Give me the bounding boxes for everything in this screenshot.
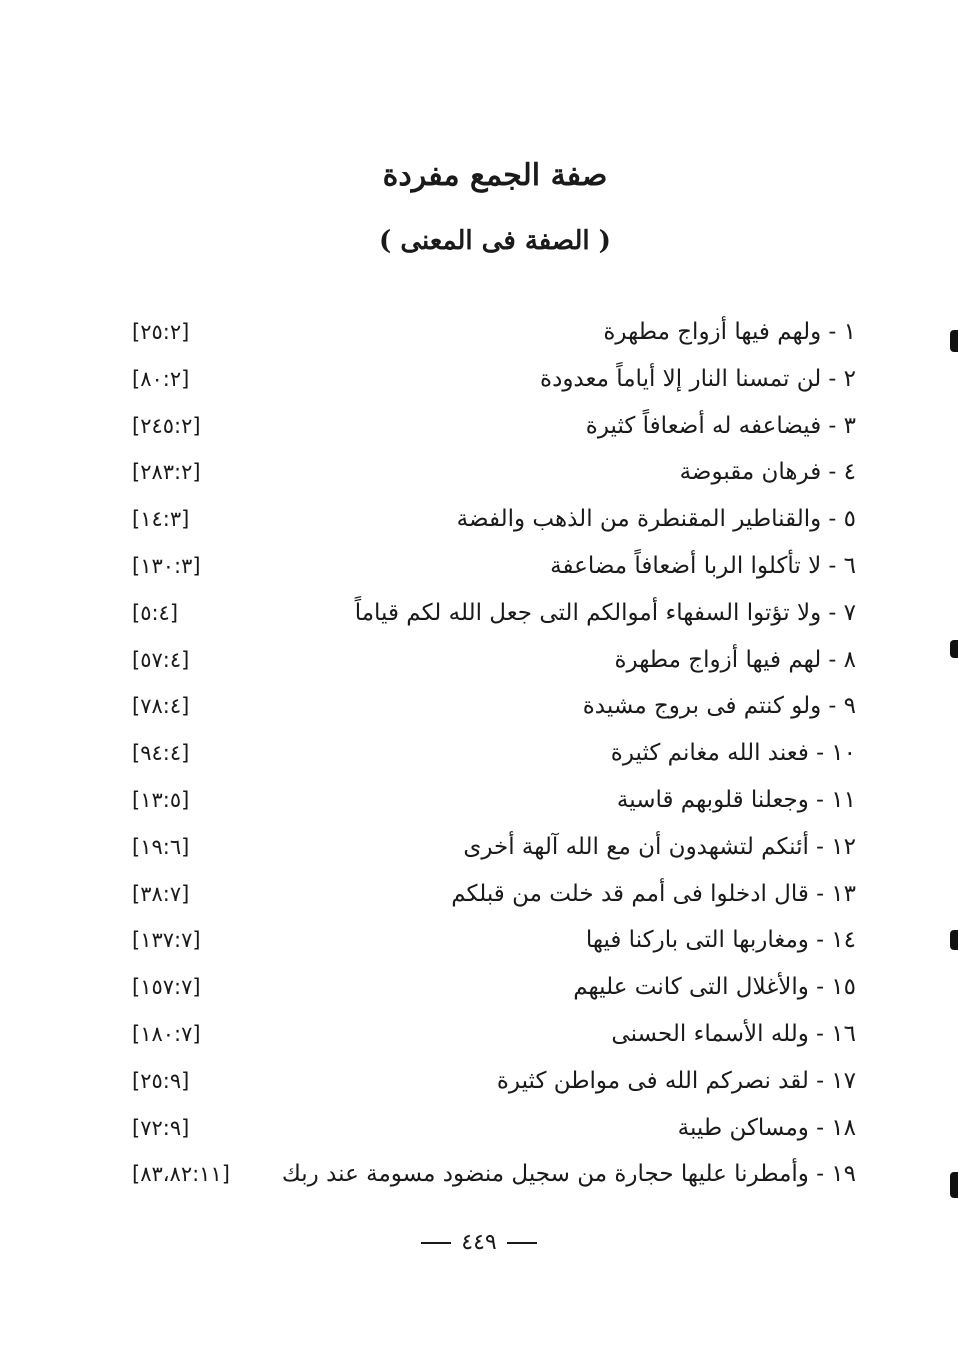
entry-text: ١٣ - قال ادخلوا فى أمم قد خلت من قبلكم: [451, 880, 856, 907]
list-item: [128, 357, 856, 404]
entry-text: ٢ - لن تمسنا النار إلا أياماً معدودة: [540, 365, 856, 392]
entry-text: ١٥ - والأغلال التى كانت عليهم: [573, 974, 856, 1001]
list-item: [128, 731, 856, 778]
scan-edge-mark: [950, 1172, 958, 1198]
dash-right: [421, 1242, 451, 1244]
entry-text: ٣ - فيضاعفه له أضعافاً كثيرة: [585, 412, 856, 439]
entry-reference: [٢٥:٢]: [132, 320, 190, 344]
dash-left: [507, 1242, 537, 1244]
entry-text: ١٧ - لقد نصركم الله فى مواطن كثيرة: [496, 1067, 856, 1094]
page-number-value: ٤٤٩: [461, 1230, 497, 1255]
entry-text: ١٢ - أئنكم لتشهدون أن مع الله آلهة أخرى: [463, 833, 856, 860]
entry-reference: [١٤:٣]: [132, 507, 190, 532]
entry-reference: [٨٣،٨٢:١١]: [132, 1162, 230, 1187]
list-item: [128, 404, 856, 451]
entry-reference: [٩٤:٤]: [132, 741, 190, 766]
page-title: صفة الجمع مفردة: [382, 158, 608, 193]
entry-reference: [٢٨٣:٢]: [132, 460, 201, 485]
entry-reference: [٧٨:٤]: [132, 694, 190, 719]
list-item: [128, 450, 856, 497]
entry-text: ٦ - لا تأكلوا الربا أضعافاً مضاعفة: [550, 552, 856, 579]
entry-reference: [١٥٧:٧]: [132, 975, 201, 1000]
entry-reference: [١٩:٦]: [132, 834, 190, 859]
entry-text: ١٨ - ومساكن طيبة: [677, 1114, 856, 1141]
entry-text: ٤ - فرهان مقبوضة: [679, 459, 856, 486]
entry-reference: [١٣٧:٧]: [132, 928, 201, 953]
entry-text: ١٩ - وأمطرنا عليها حجارة من سجيل منضود مسومة عند ربك: [281, 1161, 856, 1188]
entry-reference: [٢٤٥:٢]: [132, 413, 201, 438]
entry-reference: [٨٠:٢]: [132, 366, 190, 391]
entry-reference: [٥٧:٤]: [132, 647, 190, 672]
list-item: [128, 872, 856, 919]
list-item: [128, 918, 856, 965]
entry-text: ٩ - ولو كنتم فى بروج مشيدة: [582, 693, 856, 720]
list-item: [128, 1012, 856, 1059]
list-item: [128, 1059, 856, 1106]
list-item: [128, 310, 856, 357]
list-item: [128, 638, 856, 685]
entry-text: ٥ - والقناطير المقنطرة من الذهب والفضة: [456, 506, 856, 533]
page-number: [0, 1230, 958, 1255]
list-item: [128, 591, 856, 638]
list-item: [128, 1106, 856, 1153]
entry-text: ١٠ - فعند الله مغانم كثيرة: [610, 740, 856, 767]
list-item: [128, 825, 856, 872]
list-item: [128, 497, 856, 544]
scan-edge-mark: [950, 330, 958, 352]
entry-reference: [٧٢:٩]: [132, 1115, 190, 1140]
entry-text: ٧ - ولا تؤتوا السفهاء أموالكم التى جعل الله لكم قياماً: [354, 599, 856, 626]
list-item: [128, 1152, 856, 1199]
entry-text: ١ - ولهم فيها أزواج مطهرة: [603, 319, 856, 345]
list-item: [128, 965, 856, 1012]
entry-text: ١١ - وجعلنا قلوبهم قاسية: [616, 786, 856, 813]
page-subtitle: ( الصفة فى المعنى ): [379, 226, 611, 256]
entry-list: [128, 310, 856, 1199]
entry-reference: [١٣:٥]: [132, 787, 190, 812]
entry-reference: [٢٥:٩]: [132, 1068, 190, 1093]
scan-edge-mark: [950, 930, 958, 950]
list-item: [128, 544, 856, 591]
entry-reference: [٥:٤]: [132, 600, 179, 625]
list-item: [128, 684, 856, 731]
entry-text: ١٦ - ولله الأسماء الحسنى: [611, 1020, 856, 1047]
scan-edge-mark: [950, 640, 958, 658]
entry-text: ٨ - لهم فيها أزواج مطهرة: [614, 646, 856, 673]
entry-text: ١٤ - ومغاربها التى باركنا فيها: [585, 927, 856, 954]
list-item: [128, 778, 856, 825]
entry-reference: [١٣٠:٣]: [132, 553, 201, 578]
entry-reference: [٣٨:٧]: [132, 881, 190, 906]
entry-reference: [١٨٠:٧]: [132, 1021, 201, 1046]
